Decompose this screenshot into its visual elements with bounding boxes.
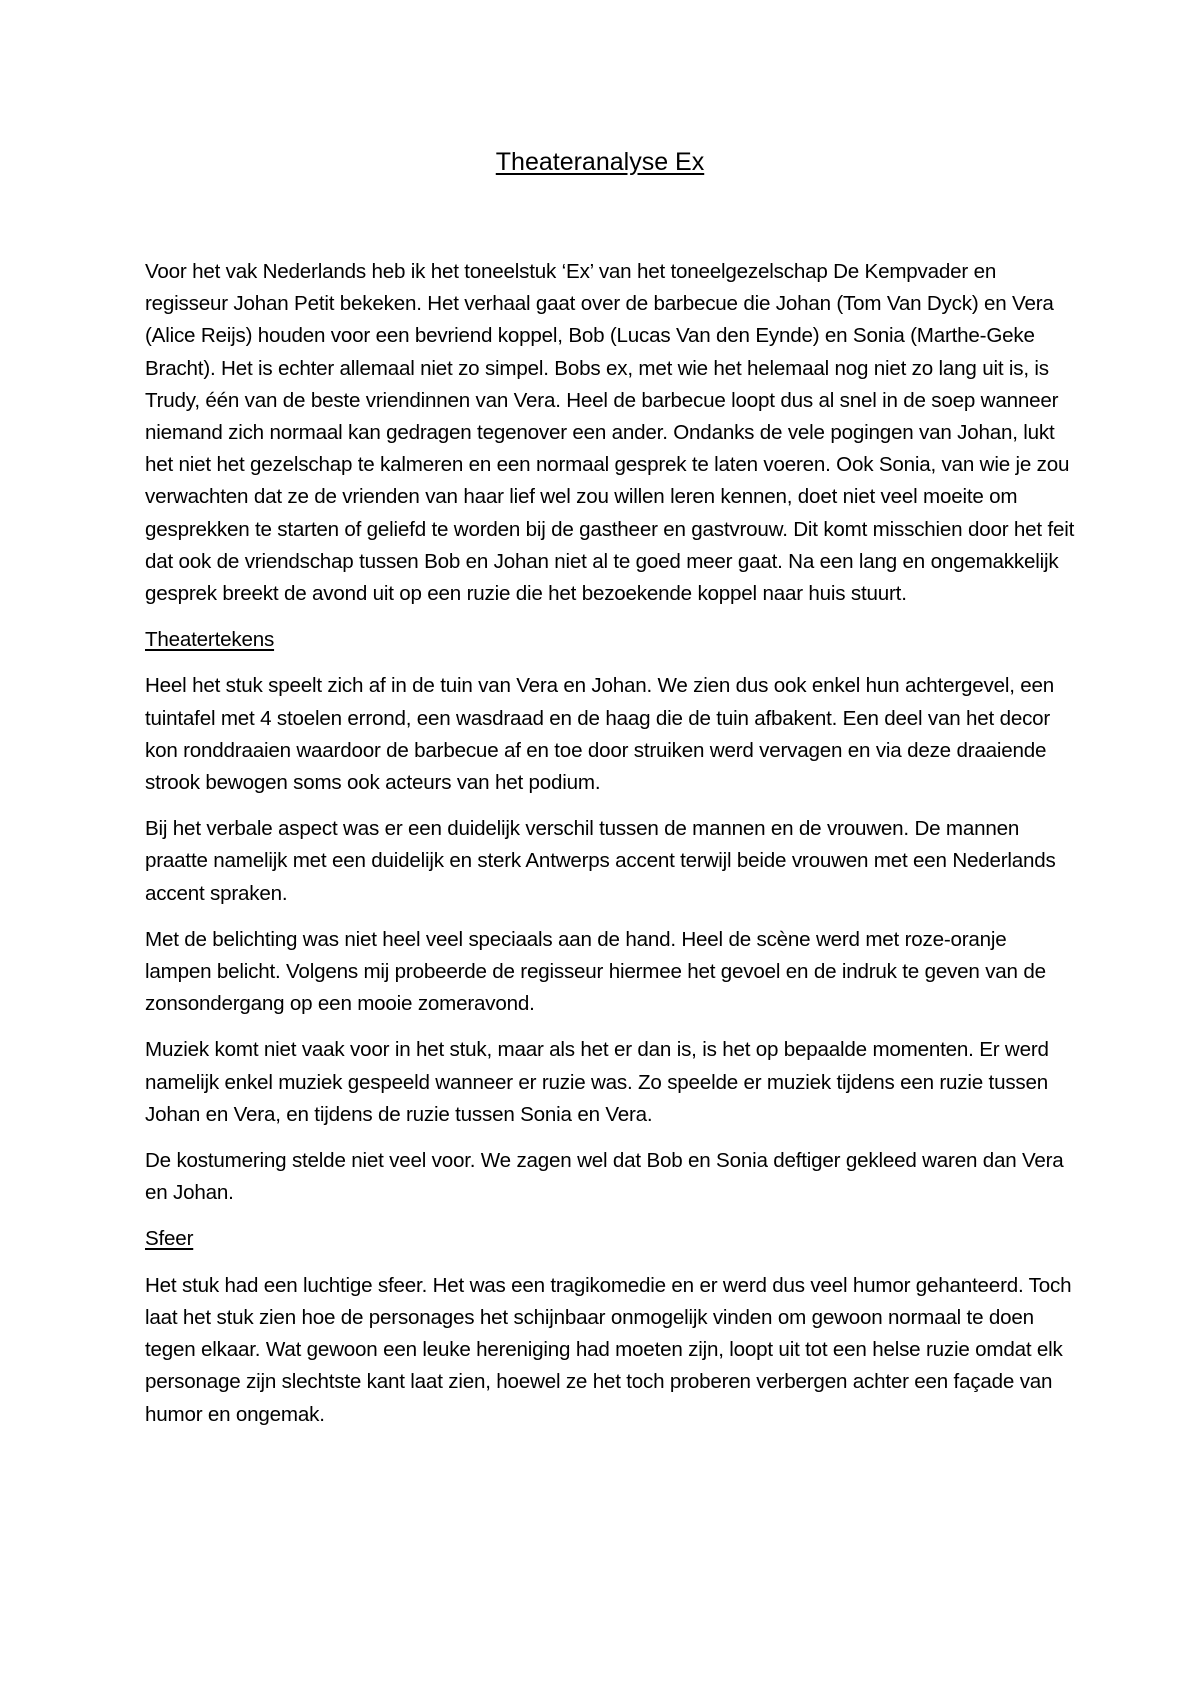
paragraph-sfeer: Het stuk had een luchtige sfeer. Het was een tragikomedie en er werd dus veel humor gehanteerd. Toch laat het stuk zien hoe de personages het schijnbaar onmogelijk vinden om gewoon normaal te doen tegen elkaar. Wat gewoon een leuke hereniging had moeten zijn, loopt uit tot een helse ruzie omdat elk personage zijn slechtste kant laat zien, hoewel ze het toch proberen verbergen achter een façade van humor en ongemak. <box>145 1273 1072 1426</box>
document-body <box>145 256 1075 1445</box>
paragraph-muziek: Muziek komt niet vaak voor in het stuk, maar als het er dan is, is het op bepaalde momenten. Er werd namelijk enkel muziek gespeeld wanneer er ruzie was. Zo speelde er muziek tijdens een ruzie tussen Johan en Vera, en tijdens de ruzie tussen Sonia en Vera. <box>145 1038 1049 1126</box>
intro-paragraph: Voor het vak Nederlands heb ik het toneelstuk ‘Ex’ van het toneelgezelschap De Kempvader en regisseur Johan Petit bekeken. Het verhaal gaat over de barbecue die Johan (Tom Van Dyck) en Vera (Alice Reijs) houden voor een bevriend koppel, Bob (Lucas Van den Eynde) en Sonia (Marthe-Geke Bracht). Het is echter allemaal niet zo simpel. Bobs ex, met wie het helemaal nog niet zo lang uit is, is Trudy, één van de beste vriendinnen van Vera. Heel de barbecue loopt dus al snel in de soep wanneer niemand zich normaal kan gedragen tegenover een ander. Ondanks de vele pogingen van Johan, lukt het niet het gezelschap te kalmeren en een normaal gesprek te laten voeren. Ook Sonia, van wie je zou verwachten dat ze de vrienden van haar lief wel zou willen leren kennen, doet niet veel moeite om gesprekken te starten of geliefd te worden bij de gastheer en gastvrouw. Dit komt misschien door het feit dat ook de vriendschap tussen Bob en Johan niet al te goed meer gaat. Na een lang en ongemakkelijk gesprek breekt de avond uit op een ruzie die het bezoekende koppel naar huis stuurt. <box>145 260 1075 606</box>
document-title: Theateranalyse Ex <box>495 148 705 176</box>
paragraph-kostumering: De kostumering stelde niet veel voor. We zagen wel dat Bob en Sonia deftiger gekleed waren dan Vera en Johan. <box>145 1149 1064 1205</box>
paragraph-decor: Heel het stuk speelt zich af in de tuin van Vera en Johan. We zien dus ook enkel hun achtergevel, een tuintafel met 4 stoelen errond, een wasdraad en de haag die de tuin afbakent. Een deel van het decor kon ronddraaien waardoor de barbecue af en toe door struiken werd vervagen en via deze draaiende strook bewogen soms ook acteurs van het podium. <box>145 674 1055 795</box>
section-heading-theatertekens: Theatertekens <box>145 628 275 652</box>
paragraph-belichting: Met de belichting was niet heel veel speciaals aan de hand. Heel de scène werd met roze-oranje lampen belicht. Volgens mij probeerde de regisseur hiermee het gevoel en de indruk te geven van de zonsondergang op een mooie zomeravond. <box>145 927 1046 1016</box>
paragraph-verbaal: Bij het verbale aspect was er een duidelijk verschil tussen de mannen en de vrouwen. De mannen praatte namelijk met een duidelijk en sterk Antwerps accent terwijl beide vrouwen met een Nederlands accent spraken. <box>145 817 1056 905</box>
section-heading-sfeer: Sfeer <box>145 1227 194 1251</box>
